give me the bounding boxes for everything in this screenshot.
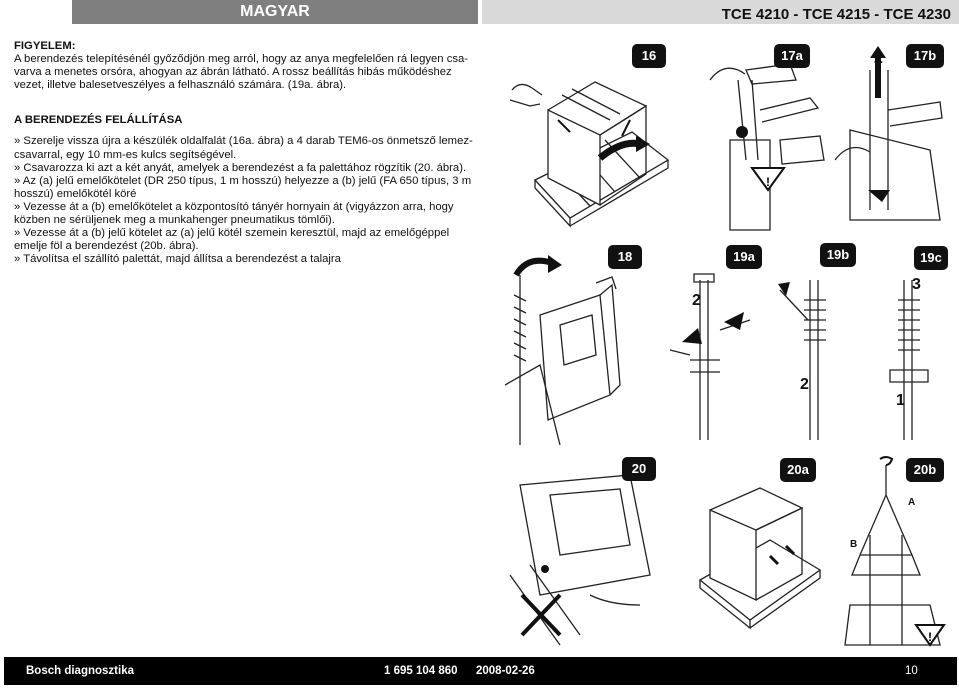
figure-label-19b: 19b [820,243,856,267]
footer-bar [4,657,957,685]
figure-19a-illustration [660,260,760,450]
setup-line: » Csavarozza ki azt a két anyát, amelyek a berendezést a fa palettához rögzítik (20. ábra). [14,161,467,174]
warning-line: varva a menetes orsóra, ahogyan az ábrán látható. A rossz beállítás hibás működéshez [14,66,452,79]
callout-number: 2 [874,50,883,67]
figure-19b-illustration [770,260,860,450]
callout-number: 2 [692,292,701,309]
svg-text:!: ! [928,630,932,644]
setup-line: hosszú) emelőkötél köré [14,187,137,200]
footer-company: Bosch diagnosztika [26,665,134,677]
svg-text:!: ! [766,175,770,189]
setup-line: » Vezesse át a (b) emelőkötelet a központosító tányér hornyain át (vigyázzon arra, hogy [14,200,454,213]
section-heading: A BERENDEZÉS FELÁLLÍTÁSA [14,114,183,127]
setup-line: » Az (a) jelű emelőkötelet (DR 250 típus, 1 m hosszú) helyezze a (b) jelű (FA 650 típus, 3 m [14,174,472,187]
callout-number: 2 [800,376,809,393]
figure-20b-illustration [840,455,955,655]
callout-letter-b: B [850,539,858,550]
footer-page-number: 10 [905,665,918,677]
figure-label-20a: 20a [780,458,816,482]
figure-label-17b: 17b [906,44,944,68]
figure-17a-illustration [700,40,830,235]
setup-line: csavarral, egy 10 mm-es kulcs segítségével. [14,148,237,161]
figure-20a-illustration [690,470,830,650]
warning-label: FIGYELEM: [14,40,76,52]
warning-line: vezet, illetve balesetveszélyes a felhasználó számára. (19a. ábra). [14,79,347,92]
setup-line: emelje föl a berendezést (20b. ábra). [14,240,199,253]
figure-label-18: 18 [608,245,642,269]
figure-label-20b: 20b [906,458,944,482]
footer-part-number: 1 695 104 860 [384,665,458,677]
figure-17b-illustration [830,40,955,235]
figure-label-16: 16 [632,44,666,68]
instruction-text [14,40,484,266]
setup-line: » Vezesse át a (b) jelű kötelet az (a) jelű kötél szemein keresztül, majd az emelőgéppel [14,227,450,240]
figure-18-illustration [500,245,650,450]
language-header: MAGYAR [72,0,478,24]
figure-label-19c: 19c [914,246,948,270]
callout-number: 3 [912,276,921,293]
model-header-bar [482,0,959,24]
setup-line: » Szerelje vissza újra a készülék oldalfalát (16a. ábra) a 4 darab TEM6-os önmetsző lemez- [14,135,473,148]
callout-number: 1 [896,392,905,409]
figure-label-19a: 19a [726,245,762,269]
warning-line: A berendezés telepítésénél győződjön meg arról, hogy az anya megfelelően rá legyen csa- [14,53,469,66]
figure-label-20: 20 [622,457,656,481]
figure-16-illustration [500,40,675,235]
callout-letter-a: A [908,497,916,508]
footer-date: 2008-02-26 [476,665,535,677]
setup-line: közben ne sérüljenek meg a munkahenger pneumatikus tömlői). [14,214,335,227]
figure-label-17a: 17a [774,44,810,68]
model-title: TCE 4210 - TCE 4215 - TCE 4230 [721,6,951,23]
setup-line: » Távolítsa el szállító palettát, majd állítsa a berendezést a talajra [14,253,341,266]
figure-20-illustration [500,455,660,655]
